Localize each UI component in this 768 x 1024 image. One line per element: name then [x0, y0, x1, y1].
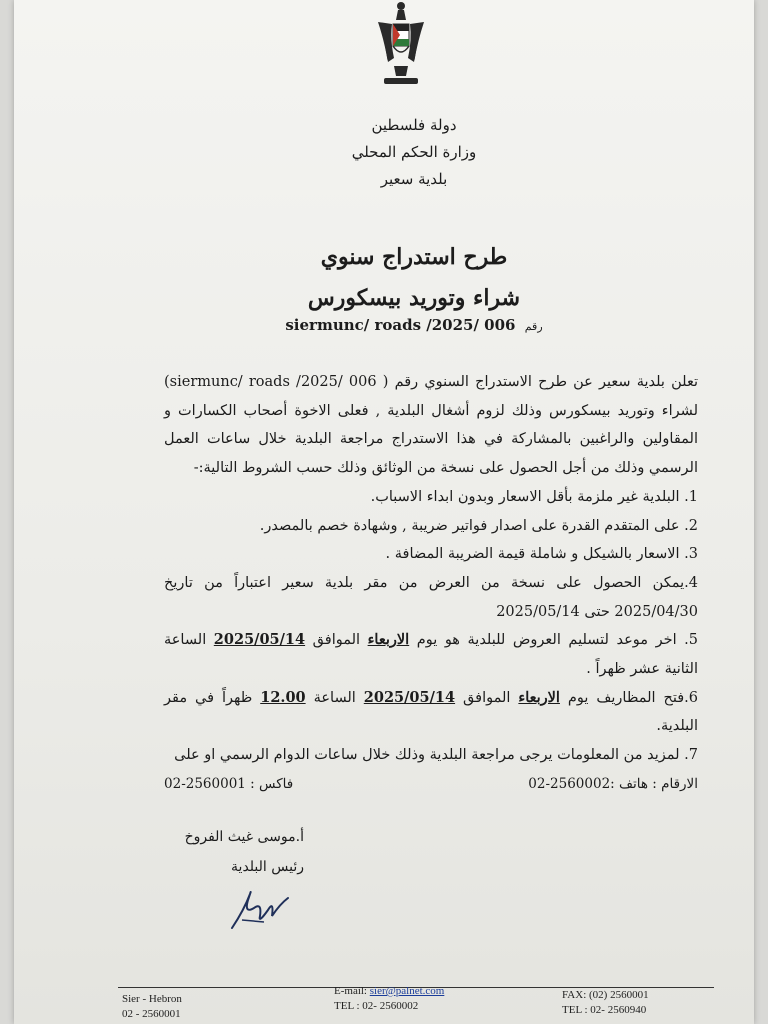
condition-5-day: الاربعاء: [367, 631, 410, 649]
condition-1: 1. البلدية غير ملزمة بأقل الاسعار وبدون ابداء الاسباب.: [370, 488, 698, 505]
footer-contact: [334, 984, 444, 1014]
signature-block: [164, 822, 304, 882]
handwritten-signature: [224, 880, 294, 935]
tender-title: طرح استدراج سنوي: [320, 244, 508, 270]
footer-email-line: [334, 984, 444, 999]
footer-phone-left: 02 - 2560001: [122, 1008, 181, 1020]
condition-6: [164, 684, 698, 741]
condition-5-text-c: الساعة الثانية عشر ظهراً .: [164, 632, 698, 678]
tender-reference: [254, 316, 574, 334]
fax-number: فاكس : 2560001-02: [164, 775, 294, 792]
contact-numbers: [164, 770, 698, 799]
email-label: E-mail:: [334, 985, 367, 997]
signatory-name: أ.موسى غيث الفروخ: [184, 829, 304, 845]
state-name: دولة فلسطين: [371, 116, 457, 134]
email-link[interactable]: sier@palnet.com: [369, 985, 445, 997]
condition-5-date: 2025/05/14: [213, 631, 306, 649]
municipality-name: بلدية سعير: [380, 170, 448, 188]
condition-6-day: الاربعاء: [518, 688, 560, 706]
tender-subject: شراء وتوريد بيسكورس: [307, 285, 521, 311]
signatory-title: رئيس البلدية: [231, 859, 304, 875]
reference-number: siermunc/ roads /2025/ 006: [285, 316, 516, 334]
footer-fax: FAX: (02) 2560001: [562, 989, 649, 1001]
condition-6-text-d: ظهراً في مقر البلدية.: [164, 689, 698, 735]
intro-paragraph: تعلن بلدية سعير عن طرح الاستدراج السنوي رقم ( siermunc/ roads /2025/ 006) لشراء وتوريد بيسكورس وذلك لزوم أشغال البلدية , فعلى الاخوة أصحاب الكسارات و المقاولين والراغبين بالمشاركة في هذا الاستدراج مراجعة البلدية خلال ساعات العمل الرسمي وذلك من أجل الحصول على نسخة من الوثائق وذلك حسب الشروط التالية:-: [164, 374, 698, 477]
palestine-eagle-emblem: [376, 0, 426, 88]
document-page: [14, 0, 754, 1024]
condition-6-text-b: الموافق: [463, 689, 511, 706]
footer-tel-right: TEL : 02- 2560940: [562, 1004, 647, 1016]
condition-5-text-b: الموافق: [312, 632, 361, 649]
condition-6-text-a: 6.فتح المظاريف يوم: [567, 689, 699, 706]
condition-2: 2. على المتقدم القدرة على اصدار فواتير ضريبة , وشهادة خصم بالمصدر.: [259, 517, 698, 534]
ministry-name: وزارة الحكم المحلي: [351, 143, 477, 161]
condition-7: 7. لمزيد من المعلومات يرجى مراجعة البلدية وذلك خلال ساعات الدوام الرسمي او على: [174, 747, 698, 764]
condition-5: [164, 626, 698, 683]
condition-6-date: 2025/05/14: [363, 688, 456, 706]
footer-location: Sier - Hebron: [122, 993, 182, 1005]
condition-6-time: 12.00: [260, 688, 306, 706]
condition-3: 3. الاسعار بالشيكل و شاملة قيمة الضريبة المضافة .: [385, 546, 698, 563]
announcement-body: [164, 368, 698, 799]
footer-address: [122, 992, 182, 1022]
footer-tel-mid: TEL : 02- 2560002: [334, 1000, 419, 1012]
condition-5-text-a: 5. اخر موعد لتسليم العروض للبلدية هو يوم: [416, 632, 699, 649]
condition-6-text-c: الساعة: [313, 689, 356, 706]
phone-numbers: الارقام : هاتف :2560002-02: [528, 775, 698, 792]
condition-4: 4.يمكن الحصول على نسخة من العرض من مقر بلدية سعير اعتباراً من تاريخ 2025/04/30 حتى 2025/05/14: [164, 574, 698, 620]
footer-fax-tel: [562, 988, 649, 1018]
government-header: [294, 112, 534, 193]
reference-label: رقم: [524, 320, 543, 333]
